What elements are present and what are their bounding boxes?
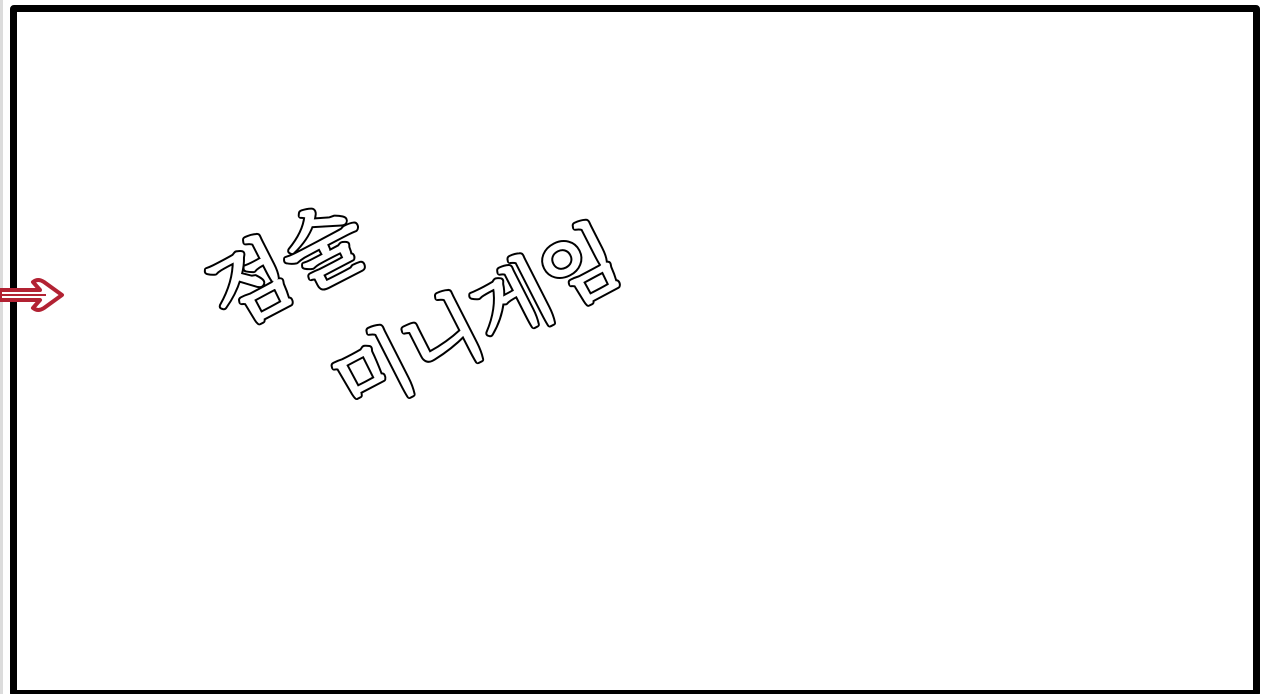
- arrow-right-icon[interactable]: [0, 270, 70, 320]
- title-line-1: 점술: [192, 185, 382, 347]
- title-line-2: 미니게임: [318, 208, 637, 433]
- game-frame: [10, 5, 1260, 694]
- left-edge-strip: [0, 0, 3, 694]
